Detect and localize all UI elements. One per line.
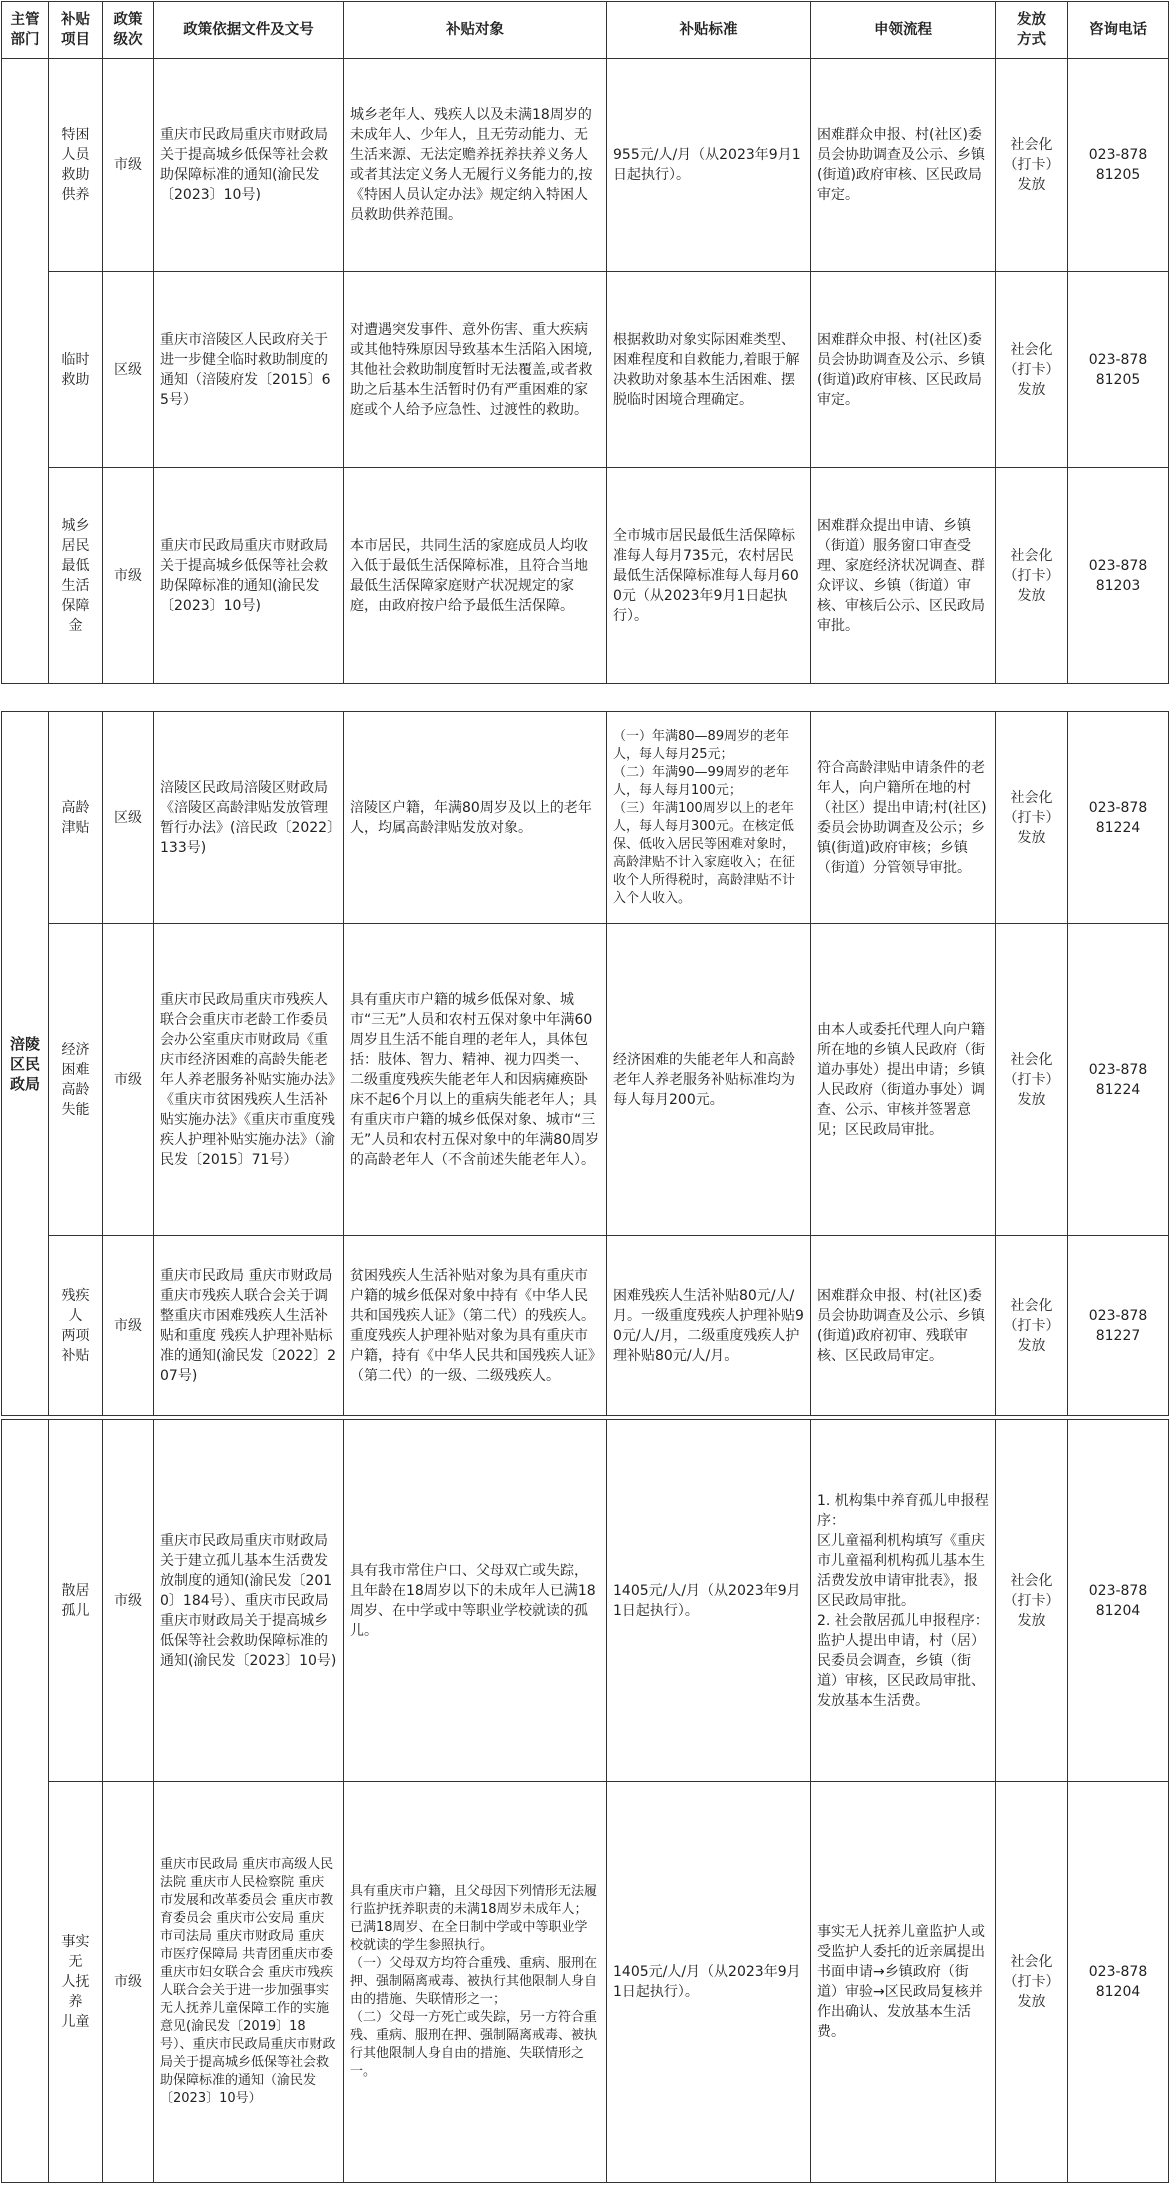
item-cell: 临时 救助	[49, 272, 103, 468]
process-cell: 符合高龄津贴申请条件的老年人，向户籍所在地的村（社区）提出申请;村(社区)委员会协助调查及公示；乡镇(街道)政府审核；乡镇（街道）分管领导审批。	[811, 712, 996, 924]
policy-cell: 重庆市民政局重庆市财政局关于提高城乡低保等社会救助保障标准的通知(渝民发〔2023〕10号)	[154, 468, 344, 684]
phone-cell: 023-878 81203	[1068, 468, 1169, 684]
standard-cell: 根据救助对象实际困难类型、困难程度和自救能力,着眼于解决救助对象基本生活困难、摆脱临时困境合理确定。	[607, 272, 811, 468]
table-row	[2, 1236, 1169, 1416]
item-cell: 高龄 津贴	[49, 712, 103, 924]
phone-cell: 023-878 81227	[1068, 1236, 1169, 1416]
header-target: 补贴对象	[344, 2, 607, 59]
target-cell: 具有重庆市户籍，且父母因下列情形无法履行监护抚养职责的未满18周岁未成年人；已满18周岁、在全日制中学或中等职业学校就读的学生参照执行。 （一）父母双方均符合重残、重病、服刑在押、强制隔离戒毒、被执行其他限制人身自由的措施、失联情形之一； （二）父母一方死亡或失踪，另一方符合重残、重病、服刑在押、强制隔离戒毒、被执行其他限制人身自由的措施、失联情形之一。	[344, 1782, 607, 2183]
method-cell: 社会化 （打卡） 发放	[996, 924, 1068, 1236]
target-cell: 涪陵区户籍，年满80周岁及以上的老年人，均属高龄津贴发放对象。	[344, 712, 607, 924]
table-row	[2, 712, 1169, 924]
level-cell: 市级	[103, 1236, 154, 1416]
policy-cell: 重庆市民政局 重庆市高级人民法院 重庆市人民检察院 重庆市发展和改革委员会 重庆市教育委员会 重庆市公安局 重庆市司法局 重庆市财政局 重庆市医疗保障局 共青团重庆市委 重庆市妇女联合会 重庆市残疾人联合会关于进一步加强事实无人抚养儿童保障工作的实施意见(渝民发〔2019〕18号）、重庆市民政局重庆市财政局关于提高城乡低保等社会救助保障标准的通知（渝民发〔2023〕10号）	[154, 1782, 344, 2183]
header-standard: 补贴标准	[607, 2, 811, 59]
policy-cell: 重庆市民政局重庆市财政局关于建立孤儿基本生活费发放制度的通知(渝民发〔2010〕184号）、重庆市民政局重庆市财政局关于提高城乡低保等社会救助保障标准的通知(渝民发〔2023〕10号)	[154, 1420, 344, 1782]
process-cell: 困难群众申报、村(社区)委员会协助调查及公示、乡镇(街道)政府审核、区民政局审定。	[811, 272, 996, 468]
process-cell: 事实无人抚养儿童监护人或受监护人委托的近亲属提出书面申请→乡镇政府（街道）审验→区民政局复核并作出确认、发放基本生活费。	[811, 1782, 996, 2183]
policy-cell: 重庆市民政局重庆市残疾人联合会重庆市老龄工作委员会办公室重庆市财政局《重庆市经济困难的高龄失能老年人养老服务补贴实施办法》《重庆市贫困残疾人生活补贴实施办法》《重庆市重度残疾人护理补贴实施办法》（渝民发〔2015〕71号）	[154, 924, 344, 1236]
table-row	[2, 1782, 1169, 2183]
subsidy-table-part-3	[1, 1419, 1169, 2183]
header-policy: 政策依据文件及文号	[154, 2, 344, 59]
process-cell: 困难群众申报、村(社区)委员会协助调查及公示、乡镇(街道)政府初审、残联审核、区民政局审定。	[811, 1236, 996, 1416]
phone-cell: 023-878 81224	[1068, 712, 1169, 924]
phone-cell: 023-878 81204	[1068, 1420, 1169, 1782]
dept-cell	[2, 1420, 49, 2183]
dept-cell: 涪陵 区民 政局	[2, 712, 49, 1416]
process-cell: 困难群众申报、村(社区)委员会协助调查及公示、乡镇(街道)政府审核、区民政局审定。	[811, 59, 996, 272]
level-cell: 市级	[103, 1782, 154, 2183]
policy-cell: 涪陵区民政局涪陵区财政局《涪陵区高龄津贴发放管理暂行办法》(涪民政〔2022〕133号)	[154, 712, 344, 924]
header-row	[2, 2, 1169, 59]
method-cell: 社会化 （打卡） 发放	[996, 1236, 1068, 1416]
standard-cell: 1405元/人/月（从2023年9月1日起执行）。	[607, 1782, 811, 2183]
target-cell: 具有重庆市户籍的城乡低保对象、城市“三无”人员和农村五保对象中年满60周岁且生活不能自理的老年人，具体包括：肢体、智力、精神、视力四类一、二级重度残疾失能老年人和因病瘫痪卧床不起6个月以上的重病失能老年人；具有重庆市户籍的城乡低保对象、城市“三无”人员和农村五保对象中的年满80周岁的高龄老年人（不含前述失能老年人）。	[344, 924, 607, 1236]
header-method: 发放 方式	[996, 2, 1068, 59]
standard-cell: 1405元/人/月（从2023年9月1日起执行）。	[607, 1420, 811, 1782]
level-cell: 市级	[103, 468, 154, 684]
standard-cell: 全市城市居民最低生活保障标准每人每月735元，农村居民最低生活保障标准每人每月600元（从2023年9月1日起执行）。	[607, 468, 811, 684]
header-item: 补贴 项目	[49, 2, 103, 59]
method-cell: 社会化 （打卡） 发放	[996, 712, 1068, 924]
target-cell: 对遭遇突发事件、意外伤害、重大疾病或其他特殊原因导致基本生活陷入困境,其他社会救助制度暂时无法覆盖,或者救助之后基本生活暂时仍有严重困难的家庭或个人给予应急性、过渡性的救助。	[344, 272, 607, 468]
phone-cell: 023-878 81205	[1068, 272, 1169, 468]
header-phone: 咨询电话	[1068, 2, 1169, 59]
item-cell: 经济 困难 高龄 失能	[49, 924, 103, 1236]
phone-cell: 023-878 81205	[1068, 59, 1169, 272]
target-cell: 本市居民，共同生活的家庭成员人均收入低于最低生活保障标准，且符合当地最低生活保障家庭财产状况规定的家庭，由政府按户给予最低生活保障。	[344, 468, 607, 684]
method-cell: 社会化 （打卡） 发放	[996, 468, 1068, 684]
method-cell: 社会化 （打卡） 发放	[996, 1782, 1068, 2183]
method-cell: 社会化 （打卡） 发放	[996, 59, 1068, 272]
subsidy-table-part-2	[1, 711, 1169, 1416]
policy-cell: 重庆市民政局 重庆市财政局 重庆市残疾人联合会关于调整重庆市困难残疾人生活补贴和重度 残疾人护理补贴标准的通知(渝民发〔2022〕207号)	[154, 1236, 344, 1416]
item-cell: 残疾人 两项 补贴	[49, 1236, 103, 1416]
level-cell: 区级	[103, 272, 154, 468]
level-cell: 市级	[103, 59, 154, 272]
level-cell: 区级	[103, 712, 154, 924]
phone-cell: 023-878 81204	[1068, 1782, 1169, 2183]
process-cell: 1. 机构集中养育孤儿申报程序： 区儿童福利机构填写《重庆市儿童福利机构孤儿基本生活费发放申请审批表》，报区民政局审批。 2. 社会散居孤儿申报程序： 监护人提出申请，村（居）民委员会调查，乡镇（街道）审核，区民政局审批、发放基本生活费。	[811, 1420, 996, 1782]
target-cell: 贫困残疾人生活补贴对象为具有重庆市户籍的城乡低保对象中持有《中华人民共和国残疾人证》（第二代）的残疾人。重度残疾人护理补贴对象为具有重庆市户籍，持有《中华人民共和国残疾人证》（第二代）的一级、二级残疾人。	[344, 1236, 607, 1416]
item-cell: 城乡 居民 最低 生活 保障金	[49, 468, 103, 684]
header-process: 申领流程	[811, 2, 996, 59]
item-cell: 散居 孤儿	[49, 1420, 103, 1782]
header-level: 政策 级次	[103, 2, 154, 59]
item-cell: 特困 人员 救助 供养	[49, 59, 103, 272]
table-row	[2, 924, 1169, 1236]
table-row	[2, 468, 1169, 684]
level-cell: 市级	[103, 1420, 154, 1782]
standard-cell: （一）年满80—89周岁的老年人，每人每月25元； （二）年满90—99周岁的老年人，每人每月100元； （三）年满100周岁以上的老年人，每人每月300元。在核定低保、低收入居民等困难对象时，高龄津贴不计入家庭收入；在征收个人所得税时，高龄津贴不计入个人收入。	[607, 712, 811, 924]
target-cell: 城乡老年人、残疾人以及未满18周岁的未成年人、少年人，且无劳动能力、无生活来源、无法定赡养抚养扶养义务人或者其法定义务人无履行义务能力的,按《特困人员认定办法》规定纳入特困人员救助供养范围。	[344, 59, 607, 272]
policy-cell: 重庆市涪陵区人民政府关于进一步健全临时救助制度的通知（涪陵府发〔2015〕65号）	[154, 272, 344, 468]
level-cell: 市级	[103, 924, 154, 1236]
phone-cell: 023-878 81224	[1068, 924, 1169, 1236]
table-row	[2, 59, 1169, 272]
policy-cell: 重庆市民政局重庆市财政局关于提高城乡低保等社会救助保障标准的通知(渝民发〔2023〕10号)	[154, 59, 344, 272]
standard-cell: 经济困难的失能老年人和高龄老年人养老服务补贴标准均为每人每月200元。	[607, 924, 811, 1236]
method-cell: 社会化 （打卡） 发放	[996, 272, 1068, 468]
item-cell: 事实无 人抚养 儿童	[49, 1782, 103, 2183]
method-cell: 社会化 （打卡） 发放	[996, 1420, 1068, 1782]
standard-cell: 困难残疾人生活补贴80元/人/月。一级重度残疾人护理补贴90元/人/月，二级重度残疾人护理补贴80元/人/月。	[607, 1236, 811, 1416]
process-cell: 困难群众提出申请、乡镇（街道）服务窗口审查受理、家庭经济状况调查、群众评议、乡镇（街道）审核、审核后公示、区民政局审批。	[811, 468, 996, 684]
dept-cell	[2, 59, 49, 684]
process-cell: 由本人或委托代理人向户籍所在地的乡镇人民政府（街道办事处）提出申请；乡镇人民政府（街道办事处）调查、公示、审核并签署意见；区民政局审批。	[811, 924, 996, 1236]
standard-cell: 955元/人/月（从2023年9月1日起执行）。	[607, 59, 811, 272]
header-dept: 主管 部门	[2, 2, 49, 59]
target-cell: 具有我市常住户口、父母双亡或失踪，且年龄在18周岁以下的未成年人已满18周岁、在中学或中等职业学校就读的孤儿。	[344, 1420, 607, 1782]
table-row	[2, 272, 1169, 468]
table-row	[2, 1420, 1169, 1782]
subsidy-table-part-1	[1, 1, 1169, 684]
